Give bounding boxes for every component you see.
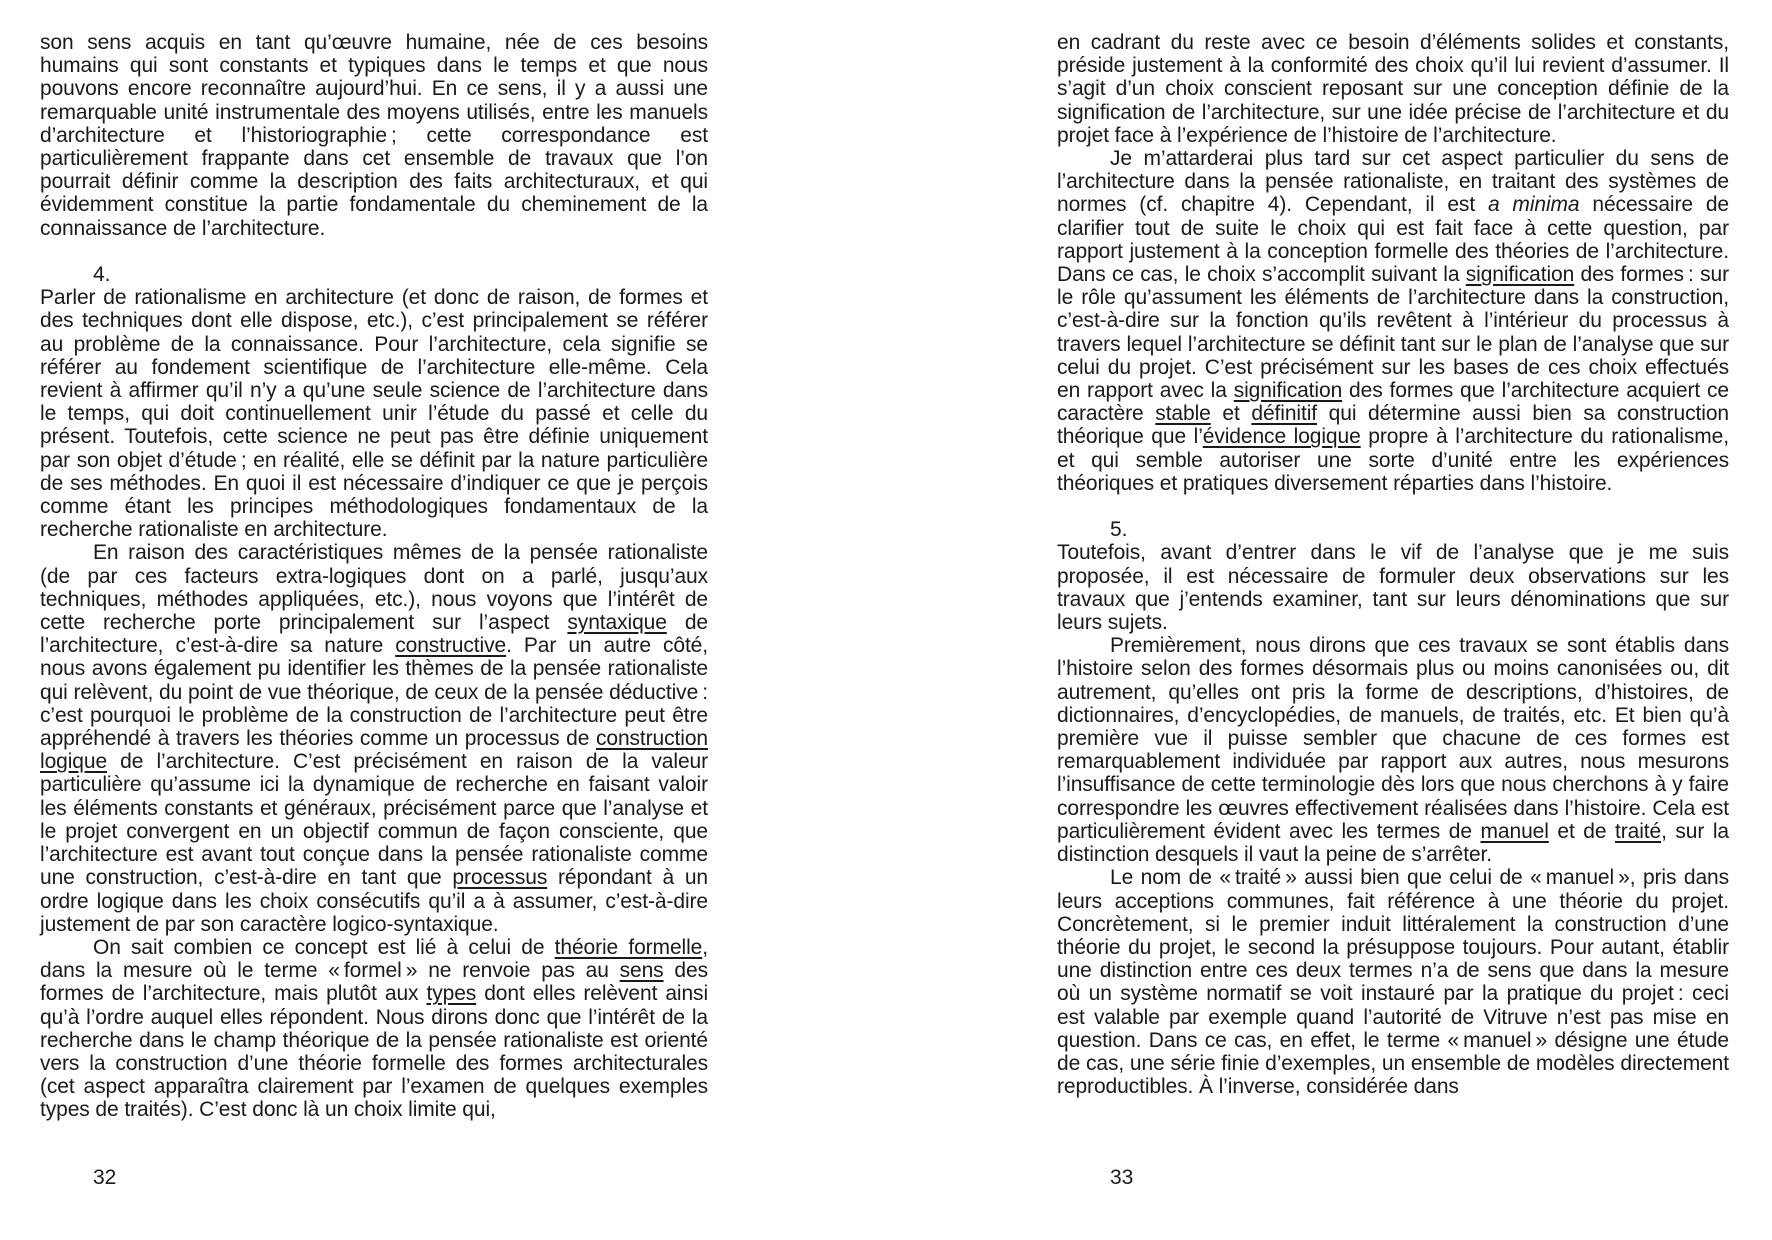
underlined-term: constructive [395, 634, 507, 658]
paragraph [1057, 866, 1729, 1098]
text-run: de l’architecture, c’est-à-dire sa nature [40, 611, 708, 658]
text-run: en cadrant du reste avec ce besoin d’éléments solides et constants, préside justement à la conformité des choix qu’il lui revient d’assumer. Il s’agit d’un choix conscient reposant sur une conception définie de la signification de l’architecture, sur une idée précise de l’architecture et du projet face à l’expérience de l’histoire de l’architecture. [1057, 31, 1729, 147]
text-run: qui détermine aussi bien sa construction théorique que l’ [1057, 402, 1729, 449]
paragraph [40, 936, 708, 1122]
paragraph [1057, 634, 1729, 866]
text-run: Je m’attarderai plus tard sur cet aspect particulier du sens de l’architecture dans la pensée rationaliste, en traitant des systèmes de normes (cf. chapitre 4). Cependant, il est [1057, 147, 1729, 217]
underlined-term: définitif [1251, 402, 1318, 426]
text-run: On sait combien ce concept est lié à celui de [93, 935, 555, 959]
text-run: nécessaire de clarifier tout de suite le choix qui est fait face à cette question, par rapport justement à la conception formelle des théories de l’architecture. Dans ce cas, le choix s’accomplit suivant la [1057, 193, 1729, 287]
underlined-term: syntaxique [567, 611, 667, 635]
italic-term: a minima [1487, 193, 1580, 217]
underlined-term: manuel [1480, 819, 1549, 843]
text-run: de l’architecture. C’est précisément en raison de la valeur particulière qu’assume ici la dynamique de recherche en faisant valoir les éléments constants et généraux, précisément parce que l’analyse et le projet convergent en un objectif commun de façon consciente, que l’architecture est avant tout conçue dans la pensée rationaliste comme une construction, c’est-à-dire en tant que [40, 750, 708, 890]
paragraph [40, 31, 708, 240]
underlined-term: théorie formelle [554, 935, 703, 959]
page-number-right: 33 [1110, 1166, 1134, 1189]
text-run: son sens acquis en tant qu’œuvre humaine, née de ces besoins humains qui sont constants et typiques dans le temps et que nous pouvons encore reconnaître aujourd’hui. En ce sens, il y a aussi une remarquable unité instrumentale des moyens utilisés, entre les manuels d’architecture et l’historiographie ; cette correspondance est particulièrement frappante dans cet ensemble de travaux que l’on pourrait définir comme la description des faits architecturaux, et qui évidemment constitue la partie fondamentale du cheminement de la connaissance de l’architecture. [40, 31, 708, 240]
paragraph [40, 286, 708, 541]
text-run: Parler de rationalisme en architecture (et donc de raison, de formes et des techniques dont elle dispose, etc.), c’est principalement se référer au problème de la connaissance. Pour l’architecture, cela signifie se référer au fondement scientifique de l’architecture elle-même. Cela revient à affirmer qu’il n’y a qu’une seule science de l’architecture dans le temps, qui doit continuellement unir l’étude du passé et celle du présent. Toutefois, cette science ne peut pas être définie uniquement par son objet d’étude ; en réalité, elle se définit par la nature particulière de ses méthodes. En quoi il est nécessaire d’indiquer ce que je perçois comme étant les principes méthodologiques fondamentaux de la recherche rationaliste en architecture. [40, 286, 708, 542]
underlined-term: construction logique [40, 727, 708, 774]
underlined-term: types [426, 982, 477, 1006]
underlined-term: traité [1615, 819, 1662, 843]
page-number-left: 32 [93, 1166, 117, 1189]
text-run: des formes de l’architecture, mais plutôt aux [40, 959, 708, 1006]
text-run: répondant à un ordre logique dans les choix consécutifs qu’il a à assumer, c’est-à-dire justement de par son caractère logico-syntaxique. [40, 866, 708, 936]
page-left-text-column [40, 31, 708, 1122]
underlined-term: stable [1155, 402, 1211, 426]
underlined-term: processus [452, 866, 548, 890]
underlined-term: évidence logique [1202, 425, 1361, 449]
text-run: dont elles relèvent ainsi qu’à l’ordre auquel elles répondent. Nous dirons donc que l’intérêt de la recherche dans le champ théorique de la pensée rationaliste est orienté vers la construction d’une théorie formelle des formes architecturales (cet aspect apparaîtra clairement par l’examen de quelques exemples types de traités). C’est donc là un choix limite qui, [40, 982, 709, 1122]
page-right-text-column [1057, 31, 1729, 1098]
text-run: et de [1548, 819, 1615, 843]
underlined-term: sens [619, 959, 664, 983]
section-number: 5. [1110, 518, 1128, 542]
underlined-term: signification [1465, 263, 1575, 287]
text-run: propre à l’architecture du rationalisme, et qui semble autoriser une sorte d’unité entre les expériences théoriques et pratiques diversement réparties dans l’histoire. [1057, 425, 1729, 495]
text-run: Toutefois, avant d’entrer dans le vif de l’analyse que je me suis proposée, il est nécessaire de formuler deux observations sur les travaux que j’entends examiner, tant sur leurs dénominations que sur leurs sujets. [1057, 541, 1729, 635]
text-run: . Par un autre côté, nous avons également pu identifier les thèmes de la pensée rationaliste qui relèvent, du point de vue théorique, de ceux de la pensée déductive : c’est pourquoi le problème de la construction de l’architecture peut être appréhendé à travers les théories comme un processus de [40, 634, 708, 751]
paragraph [40, 541, 708, 935]
section-number: 4. [93, 263, 111, 287]
text-run: Premièrement, nous dirons que ces travaux se sont établis dans l’histoire selon des formes désormais plus ou moins canonisées ou, dit autrement, qu’elles ont pris la forme de descriptions, d’histoires, de dictionnaires, d’encyclopédies, de manuels, de traités, etc. Et bien qu’à première vue il puisse sembler que chacune de ces formes est remarquablement individuée par rapport aux autres, nous mesurons l’insuffisance de cette terminologie dès lors que nous cherchons à y faire correspondre les œuvres effectivement réalisées dans l’histoire. Cela est particulièrement évident avec les termes de [1057, 634, 1729, 843]
paragraph [1057, 541, 1729, 634]
text-run: , sur la distinction desquels il vaut la peine de s’arrêter. [1057, 819, 1729, 867]
text-run: des formes : sur le rôle qu’assument les éléments de l’architecture dans la construction, c’est-à-dire sur la fonction qu’ils revêtent à l’intérieur du processus à travers lequel l’architecture se définit tant sur le plan de l’analyse que sur celui du projet. C’est précisément sur les bases de ces choix effectués en rapport avec la [1057, 263, 1729, 403]
text-run: et [1210, 402, 1252, 426]
underlined-term: signification [1233, 379, 1343, 403]
text-run: , dans la mesure où le terme « formel » ne renvoie pas au [40, 935, 708, 983]
paragraph [1057, 31, 1729, 147]
text-run: En raison des caractéristiques mêmes de la pensée rationaliste (de par ces facteurs extra-logiques dont on a parlé, jusqu’aux techniques, méthodes appliquées, etc.), nous voyons que l’intérêt de cette recherche porte principalement sur l’aspect [40, 541, 708, 635]
text-run: des formes que l’architecture acquiert ce caractère [1057, 379, 1729, 426]
paragraph [1057, 147, 1729, 495]
text-run: Le nom de « traité » aussi bien que celui de « manuel », pris dans leurs acceptions communes, fait référence à une théorie du projet. Concrètement, si le premier induit littéralement la construction d’une théorie du projet, le second la présuppose toujours. Pour autant, établir une distinction entre ces deux termes n’a de sens que dans la mesure où un système normatif se voit instauré par la pratique du projet : ceci est valable par exemple quand l’autorité de Vitruve n’est pas mise en question. Dans ce cas, en effet, le terme « manuel » désigne une étude de cas, une série finie d’exemples, un ensemble de modèles directement reproductibles. À l’inverse, considérée dans [1057, 866, 1729, 1099]
